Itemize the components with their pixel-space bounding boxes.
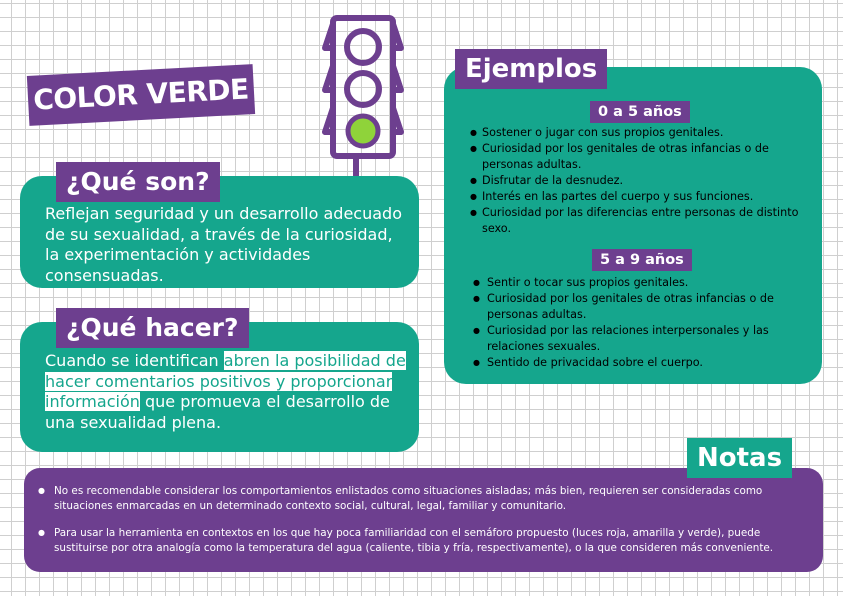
traffic-light-icon bbox=[318, 14, 408, 179]
nota-item: ● Para usar la herramienta en contextos en los que hay poca familiaridad con el semáforo propuesto (luces roja, amarilla y verde), puede sustituirse por otra analogía como la temperatura del agua (caliente, tibia y fría, respectivamente), o la que consideren más conveniente. bbox=[38, 526, 814, 555]
list-item: ● Curiosidad por las diferencias entre personas de distinto sexo. bbox=[470, 205, 800, 237]
nota-item: ● No es recomendable considerar los comportamientos enlistados como situaciones aisladas; más bien, requieren ser consideradas como situaciones enmarcadas en un determinado contexto social, cultural, legal, familiar y comunitario. bbox=[38, 484, 814, 513]
que-hacer-text bbox=[45, 351, 410, 433]
age-group-0-5-label: 0 a 5 años bbox=[590, 101, 690, 123]
ejemplos-list-0-5 bbox=[470, 125, 800, 237]
que-hacer-heading: ¿Qué hacer? bbox=[56, 308, 249, 348]
list-item: ● Interés en las partes del cuerpo y sus funciones. bbox=[470, 189, 800, 205]
list-item: ● Curiosidad por los genitales de otras infancias o de personas adultas. bbox=[470, 141, 800, 173]
que-son-text: Reflejan seguridad y un desarrollo adecuado de su sexualidad, a través de la curiosidad, la experimentación y actividades consensuadas. bbox=[45, 204, 402, 285]
que-hacer-text-end: que promueva el desarrollo de una sexualidad plena. bbox=[45, 392, 390, 432]
que-hacer-highlight: abren la posibilidad de hacer comentarios positivos y proporcionar información bbox=[45, 351, 406, 411]
ejemplos-heading: Ejemplos bbox=[455, 49, 607, 89]
ejemplos-list-5-9 bbox=[473, 275, 793, 371]
list-item: ● Disfrutar de la desnudez. bbox=[470, 173, 800, 189]
notas-heading: Notas bbox=[687, 438, 792, 478]
page-title: COLOR VERDE bbox=[27, 64, 255, 126]
list-item: ● Sostener o jugar con sus propios genitales. bbox=[470, 125, 800, 141]
list-item: ● Curiosidad por los genitales de otras infancias o de personas adultas. bbox=[473, 291, 793, 323]
list-item: ● Sentir o tocar sus propios genitales. bbox=[473, 275, 793, 291]
que-hacer-text-start: Cuando se identifican bbox=[45, 351, 224, 370]
list-item: ● Curiosidad por las relaciones interpersonales y las relaciones sexuales. bbox=[473, 323, 793, 355]
age-group-5-9-label: 5 a 9 años bbox=[592, 249, 692, 271]
que-son-heading: ¿Qué son? bbox=[56, 162, 220, 202]
list-item: ● Sentido de privacidad sobre el cuerpo. bbox=[473, 355, 793, 371]
